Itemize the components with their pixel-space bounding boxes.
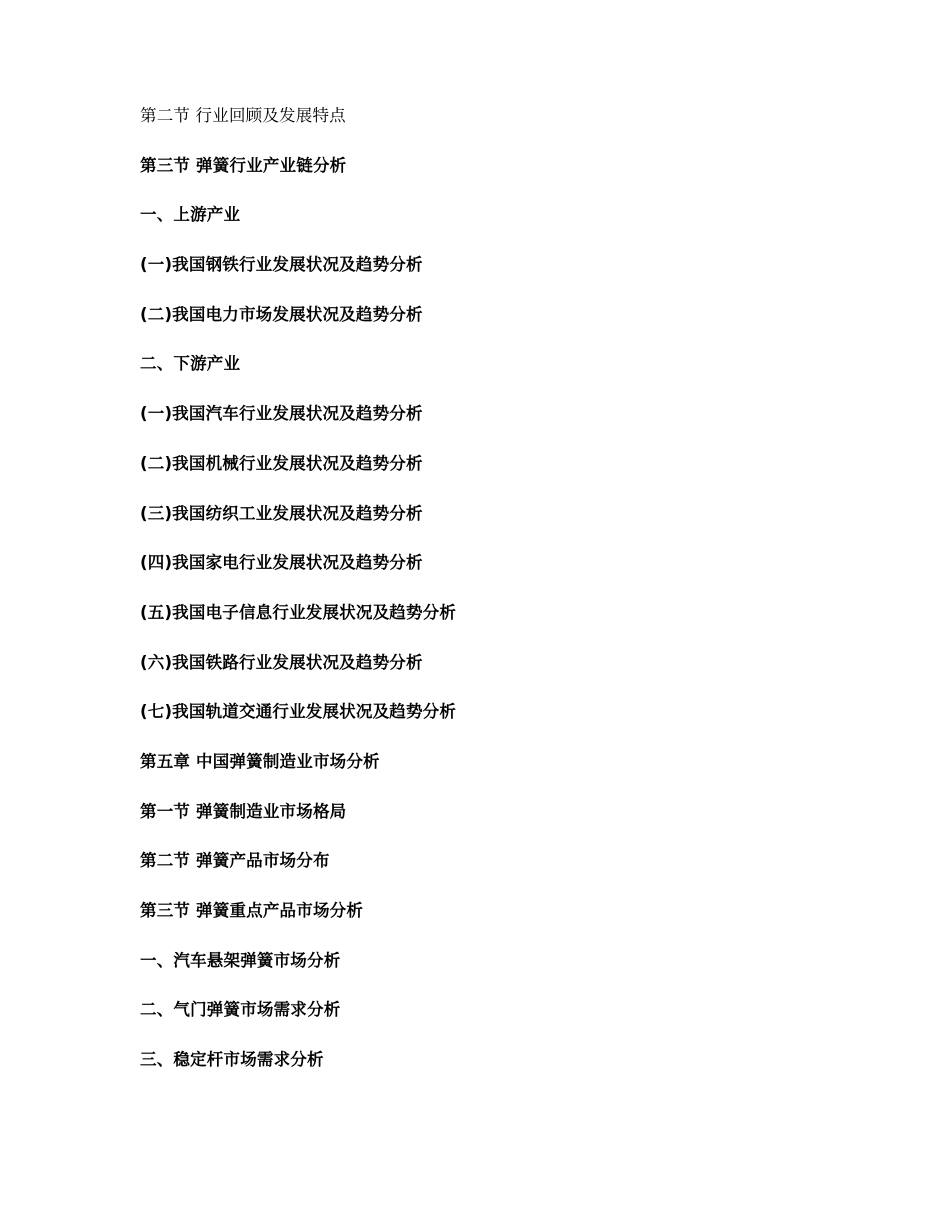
toc-entry: (四)我国家电行业发展状况及趋势分析 (140, 553, 423, 573)
table-of-contents (140, 108, 820, 1102)
toc-entry: 三、稳定杆市场需求分析 (140, 1050, 324, 1070)
toc-entry: 第二节 弹簧产品市场分布 (140, 851, 330, 871)
toc-entry: (二)我国机械行业发展状况及趋势分析 (140, 453, 423, 473)
toc-entry: (一)我国钢铁行业发展状况及趋势分析 (140, 255, 423, 275)
toc-entry: 第三节 弹簧重点产品市场分析 (140, 901, 364, 920)
toc-entry: 一、上游产业 (140, 205, 241, 225)
toc-entry: 二、下游产业 (140, 354, 241, 374)
toc-entry: 一、汽车悬架弹簧市场分析 (140, 950, 341, 970)
toc-entry: 二、气门弹簧市场需求分析 (140, 1000, 341, 1020)
toc-entry: 第三节 弹簧行业产业链分析 (140, 155, 347, 175)
toc-entry: 第五章 中国弹簧制造业市场分析 (140, 751, 380, 771)
toc-entry: (二)我国电力市场发展状况及趋势分析 (140, 304, 423, 324)
toc-entry: (五)我国电子信息行业发展状况及趋势分析 (140, 602, 457, 622)
toc-entry: (七)我国轨道交通行业发展状况及趋势分析 (140, 702, 457, 722)
toc-entry: (三)我国纺织工业发展状况及趋势分析 (140, 503, 423, 523)
toc-entry: 第二节 行业回顾及发展特点 (140, 106, 346, 125)
toc-entry: 第一节 弹簧制造业市场格局 (140, 801, 347, 821)
toc-entry: (一)我国汽车行业发展状况及趋势分析 (140, 404, 423, 424)
toc-entry: (六)我国铁路行业发展状况及趋势分析 (140, 652, 423, 672)
